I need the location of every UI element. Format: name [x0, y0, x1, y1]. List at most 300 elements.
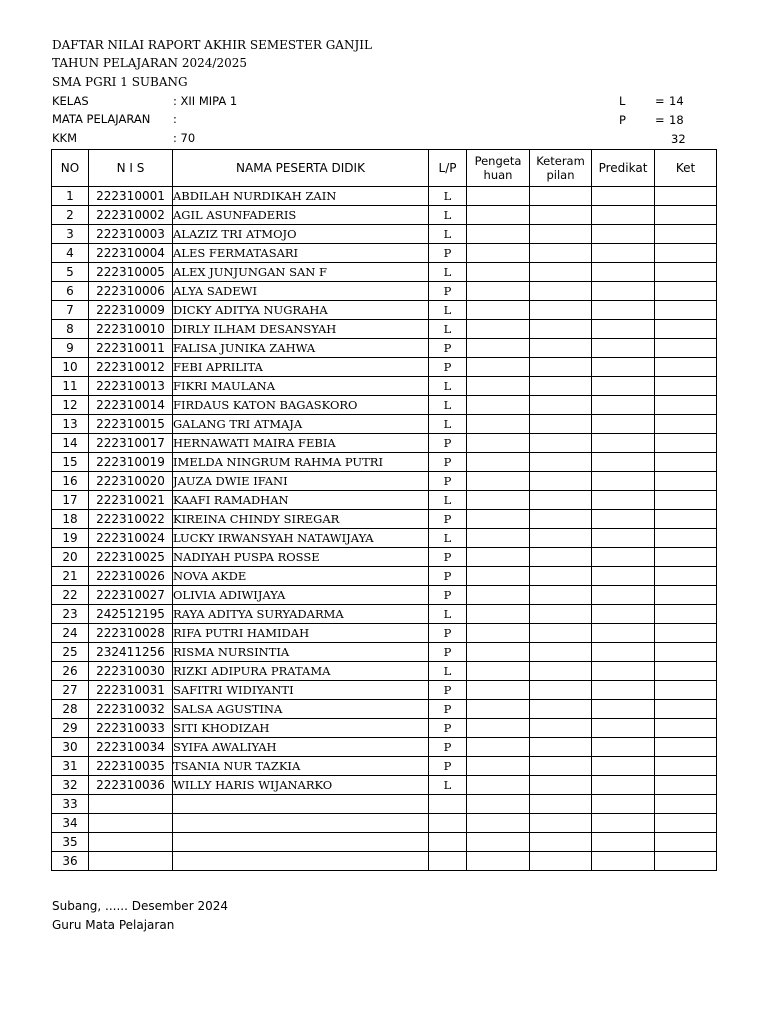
- cell-nis: 222310019: [89, 453, 173, 472]
- cell-predikat: [592, 586, 655, 605]
- cell-no: 30: [52, 738, 89, 757]
- cell-keterampilan: [530, 187, 592, 206]
- cell-ket: [655, 681, 717, 700]
- cell-keterampilan: [530, 814, 592, 833]
- cell-nis: 222310001: [89, 187, 173, 206]
- cell-ket: [655, 206, 717, 225]
- cell-keterampilan: [530, 358, 592, 377]
- table-row: [52, 415, 717, 434]
- cell-keterampilan: [530, 605, 592, 624]
- keterampilan-line1: Keteram: [536, 154, 585, 168]
- cell-ket: [655, 225, 717, 244]
- col-header-nis: N I S: [89, 150, 173, 187]
- cell-ket: [655, 301, 717, 320]
- table-row: [52, 605, 717, 624]
- total-count: 32: [671, 132, 686, 146]
- cell-predikat: [592, 738, 655, 757]
- cell-pengetahuan: [467, 605, 530, 624]
- cell-keterampilan: [530, 415, 592, 434]
- cell-keterampilan: [530, 339, 592, 358]
- cell-pengetahuan: [467, 738, 530, 757]
- cell-no: 9: [52, 339, 89, 358]
- cell-ket: [655, 491, 717, 510]
- cell-predikat: [592, 377, 655, 396]
- cell-lp: [429, 833, 467, 852]
- cell-predikat: [592, 244, 655, 263]
- cell-no: 8: [52, 320, 89, 339]
- male-label: L: [619, 94, 626, 108]
- cell-nis: 222310025: [89, 548, 173, 567]
- cell-nis: 222310013: [89, 377, 173, 396]
- cell-pengetahuan: [467, 301, 530, 320]
- cell-no: 7: [52, 301, 89, 320]
- cell-nama: RISMA NURSINTIA: [173, 643, 429, 662]
- cell-keterampilan: [530, 700, 592, 719]
- cell-keterampilan: [530, 529, 592, 548]
- cell-pengetahuan: [467, 491, 530, 510]
- col-header-nama: NAMA PESERTA DIDIK: [173, 150, 429, 187]
- cell-predikat: [592, 700, 655, 719]
- cell-predikat: [592, 681, 655, 700]
- cell-lp: P: [429, 453, 467, 472]
- cell-ket: [655, 738, 717, 757]
- cell-predikat: [592, 567, 655, 586]
- cell-ket: [655, 605, 717, 624]
- table-row: [52, 852, 717, 871]
- cell-no: 2: [52, 206, 89, 225]
- cell-pengetahuan: [467, 719, 530, 738]
- cell-ket: [655, 852, 717, 871]
- table-row: [52, 700, 717, 719]
- female-count: 18: [669, 113, 684, 127]
- cell-no: 20: [52, 548, 89, 567]
- table-body: [52, 187, 717, 871]
- cell-no: 12: [52, 396, 89, 415]
- cell-no: 15: [52, 453, 89, 472]
- male-count: 14: [669, 94, 684, 108]
- cell-lp: P: [429, 719, 467, 738]
- keterampilan-line2: pilan: [546, 168, 575, 182]
- cell-nama: KIREINA CHINDY SIREGAR: [173, 510, 429, 529]
- cell-predikat: [592, 776, 655, 795]
- cell-nis: 222310017: [89, 434, 173, 453]
- cell-keterampilan: [530, 795, 592, 814]
- cell-lp: P: [429, 282, 467, 301]
- cell-keterampilan: [530, 434, 592, 453]
- cell-predikat: [592, 415, 655, 434]
- cell-nama: LUCKY IRWANSYAH NATAWIJAYA: [173, 529, 429, 548]
- cell-no: 24: [52, 624, 89, 643]
- table-row: [52, 643, 717, 662]
- cell-nis: 222310022: [89, 510, 173, 529]
- cell-keterampilan: [530, 377, 592, 396]
- cell-ket: [655, 700, 717, 719]
- table-row: [52, 548, 717, 567]
- cell-no: 25: [52, 643, 89, 662]
- cell-predikat: [592, 491, 655, 510]
- cell-nama: FIKRI MAULANA: [173, 377, 429, 396]
- cell-lp: L: [429, 225, 467, 244]
- cell-predikat: [592, 225, 655, 244]
- cell-nis: 222310009: [89, 301, 173, 320]
- cell-nama: GALANG TRI ATMAJA: [173, 415, 429, 434]
- cell-pengetahuan: [467, 681, 530, 700]
- table-row: [52, 472, 717, 491]
- cell-no: 14: [52, 434, 89, 453]
- cell-no: 1: [52, 187, 89, 206]
- cell-keterampilan: [530, 738, 592, 757]
- cell-nama: ALAZIZ TRI ATMOJO: [173, 225, 429, 244]
- cell-no: 19: [52, 529, 89, 548]
- cell-nis: 222310024: [89, 529, 173, 548]
- table-row: [52, 757, 717, 776]
- cell-nis: 222310005: [89, 263, 173, 282]
- col-header-no: NO: [52, 150, 89, 187]
- cell-pengetahuan: [467, 757, 530, 776]
- cell-nis: 222310028: [89, 624, 173, 643]
- cell-lp: L: [429, 187, 467, 206]
- cell-lp: L: [429, 662, 467, 681]
- cell-lp: [429, 795, 467, 814]
- cell-nama: [173, 852, 429, 871]
- cell-nama: JAUZA DWIE IFANI: [173, 472, 429, 491]
- cell-keterampilan: [530, 567, 592, 586]
- cell-no: 10: [52, 358, 89, 377]
- cell-lp: L: [429, 377, 467, 396]
- cell-no: 36: [52, 852, 89, 871]
- cell-pengetahuan: [467, 225, 530, 244]
- cell-predikat: [592, 795, 655, 814]
- col-header-lp: L/P: [429, 150, 467, 187]
- cell-predikat: [592, 643, 655, 662]
- cell-nama: ALYA SADEWI: [173, 282, 429, 301]
- cell-ket: [655, 453, 717, 472]
- cell-keterampilan: [530, 662, 592, 681]
- cell-pengetahuan: [467, 776, 530, 795]
- cell-pengetahuan: [467, 548, 530, 567]
- cell-pengetahuan: [467, 320, 530, 339]
- grades-table: [51, 149, 717, 871]
- cell-pengetahuan: [467, 510, 530, 529]
- cell-predikat: [592, 719, 655, 738]
- cell-keterampilan: [530, 301, 592, 320]
- cell-ket: [655, 529, 717, 548]
- table-row: [52, 624, 717, 643]
- cell-nama: SAFITRI WIDIYANTI: [173, 681, 429, 700]
- cell-nis: 222310026: [89, 567, 173, 586]
- cell-nama: ALES FERMATASARI: [173, 244, 429, 263]
- cell-nama: DIRLY ILHAM DESANSYAH: [173, 320, 429, 339]
- cell-lp: L: [429, 206, 467, 225]
- cell-nama: KAAFI RAMADHAN: [173, 491, 429, 510]
- cell-ket: [655, 434, 717, 453]
- cell-lp: L: [429, 415, 467, 434]
- cell-nis: 222310006: [89, 282, 173, 301]
- cell-lp: P: [429, 339, 467, 358]
- table-row: [52, 833, 717, 852]
- cell-pengetahuan: [467, 187, 530, 206]
- cell-nama: IMELDA NINGRUM RAHMA PUTRI: [173, 453, 429, 472]
- cell-nama: [173, 833, 429, 852]
- cell-pengetahuan: [467, 852, 530, 871]
- cell-nama: RIFA PUTRI HAMIDAH: [173, 624, 429, 643]
- cell-keterampilan: [530, 453, 592, 472]
- cell-ket: [655, 244, 717, 263]
- cell-no: 22: [52, 586, 89, 605]
- female-equals: =: [655, 113, 665, 127]
- cell-nis: 222310036: [89, 776, 173, 795]
- cell-no: 26: [52, 662, 89, 681]
- cell-lp: P: [429, 472, 467, 491]
- cell-predikat: [592, 339, 655, 358]
- cell-lp: P: [429, 681, 467, 700]
- cell-nis: 222310010: [89, 320, 173, 339]
- cell-keterampilan: [530, 719, 592, 738]
- cell-pengetahuan: [467, 795, 530, 814]
- cell-lp: P: [429, 567, 467, 586]
- kkm-label: KKM: [52, 131, 78, 145]
- table-row: [52, 396, 717, 415]
- table-row: [52, 453, 717, 472]
- cell-predikat: [592, 662, 655, 681]
- pengetahuan-line1: Pengeta: [474, 154, 522, 168]
- academic-year: TAHUN PELAJARAN 2024/2025: [52, 56, 247, 70]
- cell-keterampilan: [530, 206, 592, 225]
- cell-keterampilan: [530, 491, 592, 510]
- cell-ket: [655, 567, 717, 586]
- cell-lp: L: [429, 491, 467, 510]
- kelas-label: KELAS: [52, 94, 89, 108]
- cell-pengetahuan: [467, 358, 530, 377]
- cell-no: 33: [52, 795, 89, 814]
- cell-no: 13: [52, 415, 89, 434]
- cell-predikat: [592, 624, 655, 643]
- table-row: [52, 206, 717, 225]
- cell-ket: [655, 510, 717, 529]
- cell-nis: 222310030: [89, 662, 173, 681]
- cell-ket: [655, 776, 717, 795]
- cell-lp: L: [429, 776, 467, 795]
- cell-no: 23: [52, 605, 89, 624]
- cell-ket: [655, 339, 717, 358]
- cell-no: 31: [52, 757, 89, 776]
- cell-nis: 222310014: [89, 396, 173, 415]
- table-row: [52, 586, 717, 605]
- cell-keterampilan: [530, 757, 592, 776]
- cell-ket: [655, 624, 717, 643]
- cell-predikat: [592, 548, 655, 567]
- cell-nama: HERNAWATI MAIRA FEBIA: [173, 434, 429, 453]
- cell-predikat: [592, 453, 655, 472]
- cell-nama: FIRDAUS KATON BAGASKORO: [173, 396, 429, 415]
- cell-pengetahuan: [467, 206, 530, 225]
- cell-no: 16: [52, 472, 89, 491]
- table-row: [52, 434, 717, 453]
- cell-nis: 222310034: [89, 738, 173, 757]
- cell-lp: P: [429, 738, 467, 757]
- cell-nama: [173, 795, 429, 814]
- col-header-keterampilan: [530, 150, 592, 187]
- cell-pengetahuan: [467, 453, 530, 472]
- cell-keterampilan: [530, 244, 592, 263]
- cell-no: 21: [52, 567, 89, 586]
- cell-predikat: [592, 605, 655, 624]
- cell-predikat: [592, 396, 655, 415]
- cell-nama: SALSA AGUSTINA: [173, 700, 429, 719]
- table-row: [52, 244, 717, 263]
- cell-nama: DICKY ADITYA NUGRAHA: [173, 301, 429, 320]
- cell-no: 27: [52, 681, 89, 700]
- cell-keterampilan: [530, 776, 592, 795]
- cell-nis: [89, 833, 173, 852]
- cell-keterampilan: [530, 472, 592, 491]
- cell-nis: 222310004: [89, 244, 173, 263]
- cell-nis: 222310003: [89, 225, 173, 244]
- pengetahuan-line2: huan: [483, 168, 513, 182]
- col-header-predikat: Predikat: [592, 150, 655, 187]
- cell-lp: L: [429, 320, 467, 339]
- cell-keterampilan: [530, 282, 592, 301]
- mapel-label: MATA PELAJARAN: [52, 112, 151, 126]
- cell-nis: 222310002: [89, 206, 173, 225]
- cell-ket: [655, 263, 717, 282]
- cell-ket: [655, 643, 717, 662]
- cell-lp: P: [429, 358, 467, 377]
- cell-nama: [173, 814, 429, 833]
- cell-ket: [655, 472, 717, 491]
- cell-nis: 222310033: [89, 719, 173, 738]
- cell-lp: P: [429, 624, 467, 643]
- cell-ket: [655, 396, 717, 415]
- table-row: [52, 738, 717, 757]
- cell-pengetahuan: [467, 529, 530, 548]
- col-header-ket: Ket: [655, 150, 717, 187]
- cell-nis: 222310015: [89, 415, 173, 434]
- cell-lp: [429, 814, 467, 833]
- cell-predikat: [592, 833, 655, 852]
- table-row: [52, 814, 717, 833]
- cell-lp: P: [429, 757, 467, 776]
- cell-ket: [655, 320, 717, 339]
- cell-no: 5: [52, 263, 89, 282]
- table-row: [52, 320, 717, 339]
- cell-nama: WILLY HARIS WIJANARKO: [173, 776, 429, 795]
- cell-lp: L: [429, 301, 467, 320]
- place-date: Subang, ...... Desember 2024: [52, 899, 228, 913]
- table-row: [52, 339, 717, 358]
- cell-pengetahuan: [467, 814, 530, 833]
- cell-nis: 222310031: [89, 681, 173, 700]
- cell-no: 28: [52, 700, 89, 719]
- cell-nama: SITI KHODIZAH: [173, 719, 429, 738]
- cell-keterampilan: [530, 643, 592, 662]
- cell-nis: [89, 814, 173, 833]
- cell-ket: [655, 187, 717, 206]
- cell-keterampilan: [530, 586, 592, 605]
- cell-lp: L: [429, 605, 467, 624]
- cell-no: 11: [52, 377, 89, 396]
- table-row: [52, 301, 717, 320]
- cell-ket: [655, 795, 717, 814]
- cell-no: 18: [52, 510, 89, 529]
- cell-keterampilan: [530, 510, 592, 529]
- cell-ket: [655, 719, 717, 738]
- cell-nis: 222310027: [89, 586, 173, 605]
- cell-predikat: [592, 472, 655, 491]
- cell-no: 4: [52, 244, 89, 263]
- cell-lp: P: [429, 244, 467, 263]
- cell-nama: NADIYAH PUSPA ROSSE: [173, 548, 429, 567]
- cell-predikat: [592, 187, 655, 206]
- cell-ket: [655, 358, 717, 377]
- cell-ket: [655, 833, 717, 852]
- cell-nama: RAYA ADITYA SURYADARMA: [173, 605, 429, 624]
- cell-keterampilan: [530, 396, 592, 415]
- table-header-row: [52, 150, 717, 187]
- cell-ket: [655, 282, 717, 301]
- cell-lp: L: [429, 396, 467, 415]
- cell-nis: 222310032: [89, 700, 173, 719]
- cell-predikat: [592, 263, 655, 282]
- cell-pengetahuan: [467, 415, 530, 434]
- cell-ket: [655, 662, 717, 681]
- cell-lp: P: [429, 586, 467, 605]
- cell-predikat: [592, 434, 655, 453]
- table-row: [52, 282, 717, 301]
- table-row: [52, 358, 717, 377]
- cell-pengetahuan: [467, 339, 530, 358]
- cell-no: 6: [52, 282, 89, 301]
- col-header-pengetahuan: [467, 150, 530, 187]
- table-row: [52, 491, 717, 510]
- cell-ket: [655, 377, 717, 396]
- cell-no: 35: [52, 833, 89, 852]
- cell-nis: 222310011: [89, 339, 173, 358]
- cell-nama: TSANIA NUR TAZKIA: [173, 757, 429, 776]
- cell-nama: ALEX JUNJUNGAN SAN F: [173, 263, 429, 282]
- cell-ket: [655, 757, 717, 776]
- cell-predikat: [592, 301, 655, 320]
- table-row: [52, 662, 717, 681]
- cell-keterampilan: [530, 852, 592, 871]
- table-row: [52, 377, 717, 396]
- cell-lp: L: [429, 529, 467, 548]
- cell-keterampilan: [530, 548, 592, 567]
- table-row: [52, 776, 717, 795]
- signatory-title: Guru Mata Pelajaran: [52, 918, 175, 932]
- cell-nis: 222310035: [89, 757, 173, 776]
- cell-lp: P: [429, 548, 467, 567]
- table-row: [52, 681, 717, 700]
- cell-predikat: [592, 358, 655, 377]
- cell-pengetahuan: [467, 434, 530, 453]
- cell-pengetahuan: [467, 700, 530, 719]
- cell-no: 17: [52, 491, 89, 510]
- female-label: P: [619, 113, 626, 127]
- cell-lp: P: [429, 510, 467, 529]
- cell-nama: FEBI APRILITA: [173, 358, 429, 377]
- kelas-value: : XII MIPA 1: [173, 94, 238, 108]
- cell-no: 3: [52, 225, 89, 244]
- cell-pengetahuan: [467, 282, 530, 301]
- male-equals: =: [655, 94, 665, 108]
- cell-lp: [429, 852, 467, 871]
- table-row: [52, 529, 717, 548]
- cell-nis: 232411256: [89, 643, 173, 662]
- cell-pengetahuan: [467, 567, 530, 586]
- cell-predikat: [592, 529, 655, 548]
- cell-predikat: [592, 852, 655, 871]
